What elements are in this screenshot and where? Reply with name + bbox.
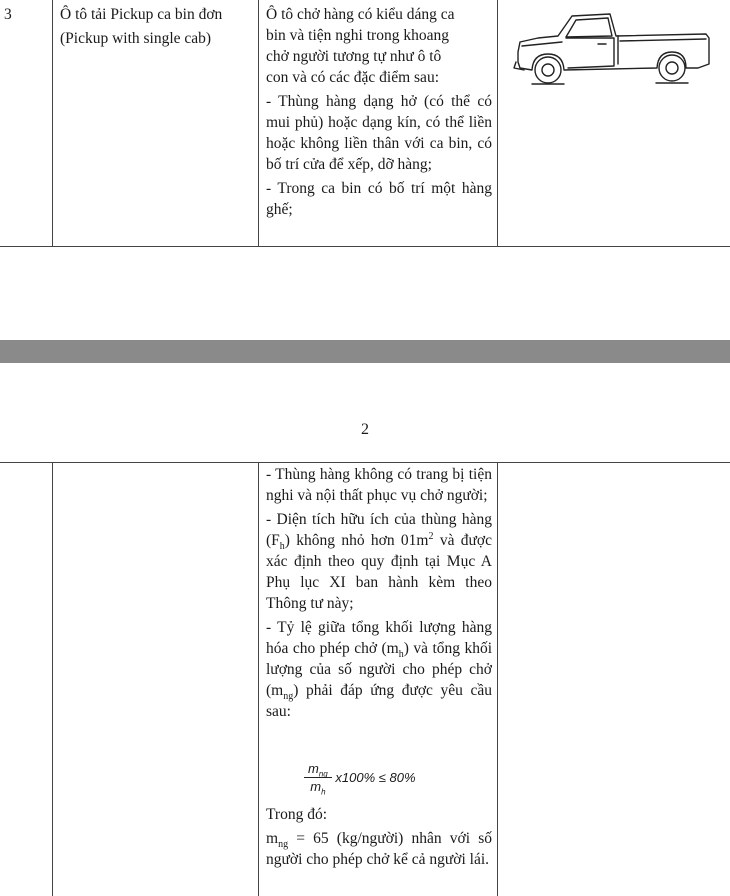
ratio-formula	[304, 761, 416, 797]
text-fragment: m	[266, 830, 279, 847]
description-line: chở người tương tự như ô tô	[266, 48, 442, 65]
description-intro	[266, 4, 492, 88]
subscript: h	[321, 787, 326, 797]
vehicle-description-continued	[266, 464, 492, 725]
vehicle-name-en: (Pickup with single cab)	[60, 30, 212, 47]
text-fragment: và được xác định theo quy định tại Mục A Phụ lục XI ban hành kèm theo Thông tư này;	[266, 532, 492, 612]
formula-rest: x100% ≤ 80%	[335, 770, 416, 785]
vehicle-type-cell	[60, 4, 256, 52]
table-border	[258, 462, 259, 896]
bullet-single-row-seat: - Trong ca bin có bố trí một hàng ghế;	[266, 180, 492, 218]
description-line: bin và tiện nghi trong khoang	[266, 27, 449, 44]
formula-fraction	[304, 761, 332, 797]
formula-numerator	[304, 761, 332, 778]
table-border	[0, 462, 730, 463]
definition-mng	[266, 828, 492, 870]
table-border	[0, 246, 730, 247]
vehicle-name-vi: Ô tô tải Pickup ca bin đơn	[60, 6, 223, 23]
description-line: Ô tô chở hàng có kiểu dáng ca	[266, 6, 455, 23]
text-fragment: m	[310, 779, 322, 794]
document-page-bottom	[0, 363, 730, 896]
description-line: con và có các đặc điểm sau:	[266, 69, 439, 86]
page-separator	[0, 340, 730, 363]
table-border	[497, 462, 498, 896]
text-fragment: m	[308, 761, 319, 776]
text-fragment: - Tỷ lệ giữa tổng khối lượng hàng hóa cho phép chở (m	[266, 619, 492, 657]
table-border	[52, 0, 53, 246]
document-page-top	[0, 0, 730, 340]
text-fragment: ) và tổng khối lượng của số người cho phép chở (m	[266, 640, 493, 699]
bullet-open-cargo: - Thùng hàng dạng hở (có thể có mui phủ) hoặc dạng kín, có thể liền hoặc không liền thân với ca bin, có bố trí cửa để xếp, dỡ hàng;	[266, 93, 492, 173]
where-label: Trong đó:	[266, 806, 328, 823]
vehicle-description-cell	[266, 4, 492, 223]
formula-definitions	[266, 804, 492, 873]
subscript: ng	[278, 839, 289, 851]
table-border	[258, 0, 259, 246]
table-border	[497, 0, 498, 246]
subscript: h	[398, 649, 404, 661]
formula-denominator	[304, 778, 332, 797]
bullet-cargo-no-amenities: - Thùng hàng không có trang bị tiện nghi và nội thất phục vụ chở người;	[266, 466, 492, 504]
subscript: h	[279, 541, 285, 553]
row-index: 3	[4, 6, 12, 23]
pickup-truck-icon	[510, 8, 715, 98]
subscript: ng	[283, 691, 294, 703]
table-border	[52, 462, 53, 896]
bullet-cargo-area	[266, 509, 492, 614]
text-fragment: = 65 (kg/người) nhân với số người cho phép chở kể cả người lái.	[266, 830, 492, 868]
page-number: 2	[361, 421, 369, 438]
subscript: ng	[318, 769, 328, 779]
text-fragment: ) không nhỏ hơn 01m	[284, 532, 429, 549]
bullet-mass-ratio	[266, 617, 492, 722]
superscript: 2	[428, 530, 434, 542]
text-fragment: ) phải đáp ứng được yêu cầu sau:	[266, 682, 492, 720]
text-fragment: - Diện tích hữu ích của thùng hàng (F	[266, 511, 492, 549]
